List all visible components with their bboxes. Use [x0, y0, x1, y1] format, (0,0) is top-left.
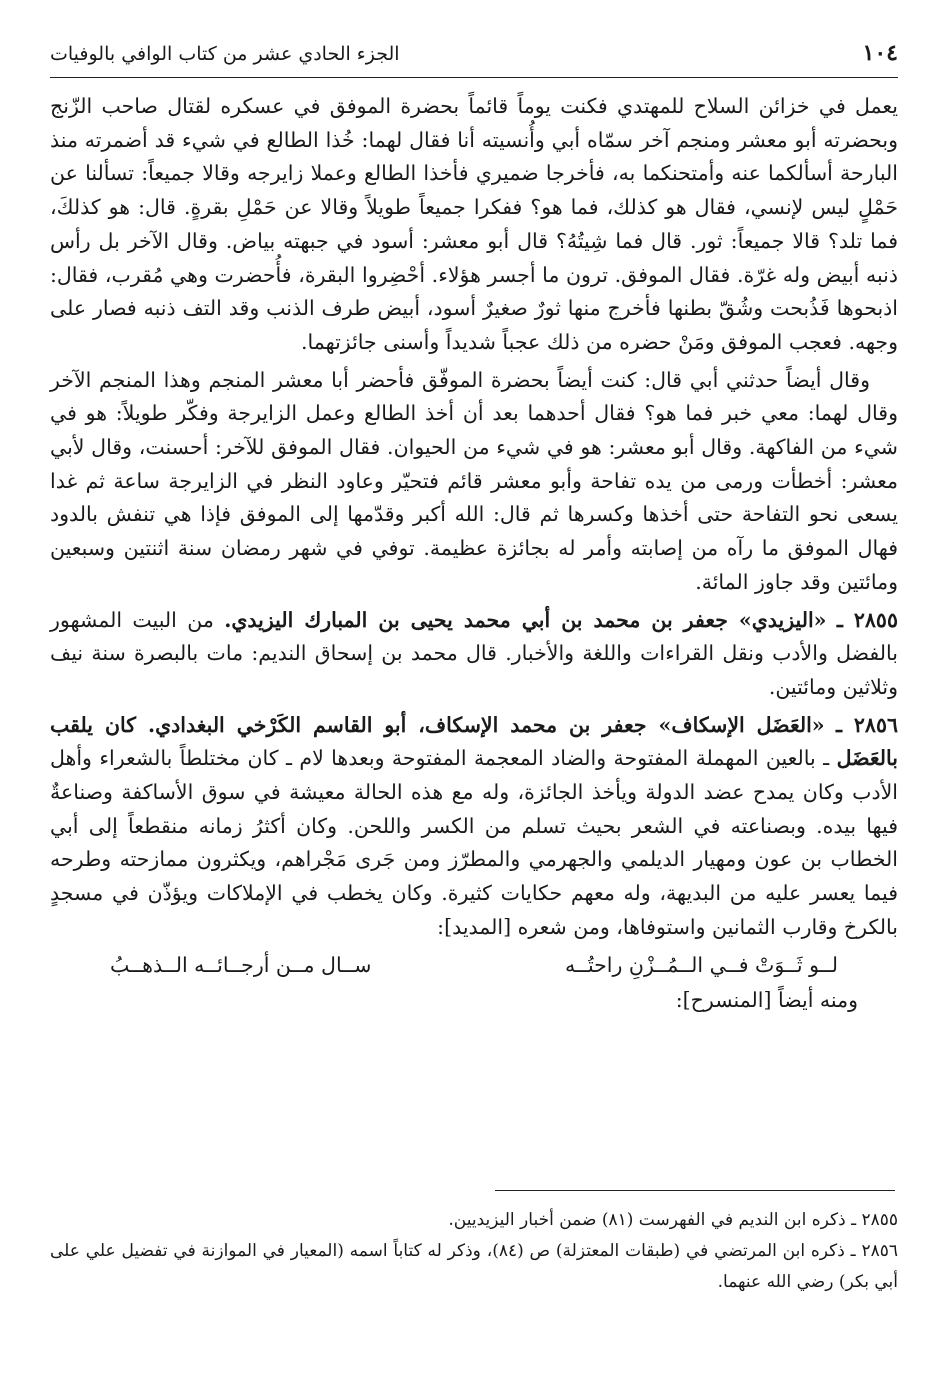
paragraph-1: يعمل في خزائن السلاح للمهتدي فكنت يوماً قائماً بحضرة الموفق في عسكره لقتال صاحب الزّنج وبحضرته أبو معشر ومنجم آخر سمّاه أبي وأُنسيته أنا فقال لهما: خُذا الطالع في شيء قد أضمرته منذ البارحة أسألكما عنه وأمتحنكما به، فأخرجا ضميري فأخذا الطالع وعملا زايرجه وقالا جميعاً: تسألنا عن حَمْلٍ ليس لإنسي، فقال هو كذلك، فما هو؟ ففكرا جميعاً طويلاً وقالا عن حَمْلِ بقرةٍ. قال: هو كذلكَ، فما تلد؟ قالا جميعاً: ثور. قال فما شِيتُهُ؟ قال أبو معشر: أسود في جبهته بياض. وقال الآخر بل رأس ذنبه أبيض وله غرّة. فقال الموفق. ترون ما أجسر هؤلاء. أحْضِروا البقرة، فأُحضرت وهي مُقرب، فقال: اذبحوها فَذُبحت وشُقّ بطنها فأخرج منها ثورٌ صغيرٌ أسود، أبيض طرف الذنب وقد التف ذنبه فصار على وجهه. فعجب الموفق ومَنْ حضره من ذلك عجباً شديداً وأسنى جائزتهما. [50, 94, 898, 354]
entry-2855 [50, 604, 898, 705]
footnote-2856: ٢٨٥٦ ـ ذكره ابن المرتضي في (طبقات المعتزلة) ص (٨٤)، وذكر له كتاباً اسمه (المعيار في الموازنة في تفضيل علي على أبي بكر) رضي الله عنهما. [50, 1241, 898, 1292]
entry-heading: «العَضَل الإسكاف» جعفر بن محمد الإسكاف، أبو القاسم الكَرْخي البغدادي. كان يلقب بالعَضَل [50, 712, 898, 771]
entry-number: ٢٨٥٥ ـ [836, 607, 898, 632]
entry-2856 [50, 709, 898, 945]
entry-text: من البيت المشهور بالفضل والأدب ونقل القراءات واللغة والأخبار. قال محمد بن إسحاق النديم: مات بالبصرة سنة نيف وثلاثين ومائتين. [50, 607, 898, 699]
verse-intro: ومنه أيضاً [المنسرح]: [675, 988, 858, 1013]
paragraph-2: وقال أيضاً حدثني أبي قال: كنت أيضاً بحضرة الموفّق فأحضر أبا معشر المنجم وهذا المنجم الآخر وقال لهما: معي خبر فما هو؟ فقال أحدهما بعد أن أخذ الطالع وعمل الزايرجة وفكّر طويلاً: هو في شيء من الفاكهة. وقال أبو معشر: هو في شيء من الحيوان. فقال الموفق للآخر: أحسنت، وقال لأبي معشر: أخطأت ورمى من يده تفاحة وأبو معشر قائم فتحيّر وعاود النظر في الزايرجة ساعة ثم غدا يسعى نحو التفاحة حتى أخذها وكسرها ثم قال: الله أكبر وقدّمها إلى الموفق فإذا هي تنفش بالدود فهال الموفق ما رآه من إصابته وأمر له بجائزة عظيمة. توفي في شهر رمضان سنة اثنتين وسبعين ومائتين وقد جاوز المائة. [50, 367, 898, 594]
entry-number: ٢٨٥٦ ـ [835, 712, 898, 737]
footnotes [50, 1205, 898, 1298]
page-number: ١٠٤ [862, 40, 898, 66]
running-title: الجزء الحادي عشر من كتاب الوافي بالوفيات [50, 43, 400, 65]
book-page [50, 40, 898, 1022]
entry-heading: «اليزيدي» جعفر بن محمد بن أبي محمد يحيى بن المبارك اليزيدي. [224, 607, 827, 632]
entry-text: ـ بالعين المهملة المفتوحة والضاد المعجمة المفتوحة وبعدها لام ـ كان مختلطاً بالشعراء وأهل الأدب وكان يمدح عضد الدولة ويأخذ الجائزة، وله مع هذه الحالة معيشة في سوق الأساكفة وصناعةٌ فيها بيده. وبصناعته في الشعر بحيث تسلم من الكسر واللحن. وكان أكثرُ زمانه منقطعاً إلى أبي الخطاب بن عون ومهيار الديلمي والجهرمي والمطرّز ومن جَرى مَجْراهم، ويكثرون ممازحته وطرحه فيما يعسر عليه من البديهة، وله معهم حكايات كثيرة. وكان يخطب في الإملاكات ويؤذّن في مسجدٍ بالكرخ وقارب الثمانين واستوفاها، ومن شعره [المديد]: [50, 746, 898, 939]
verse-first-hemistich: لــو ثَــوَتْ فــي الــمُــزْنِ راحتُــه [564, 952, 838, 977]
body-text [50, 90, 898, 1018]
poem-verse [50, 949, 898, 983]
verse-second-hemistich: ســال مــن أرجــائــه الــذهــبُ [110, 952, 372, 977]
running-head [50, 40, 898, 78]
footnote-divider [495, 1190, 895, 1191]
footnote-2855: ٢٨٥٥ ـ ذكره ابن النديم في الفهرست (٨١) ضمن أخبار اليزيديين. [448, 1210, 898, 1230]
